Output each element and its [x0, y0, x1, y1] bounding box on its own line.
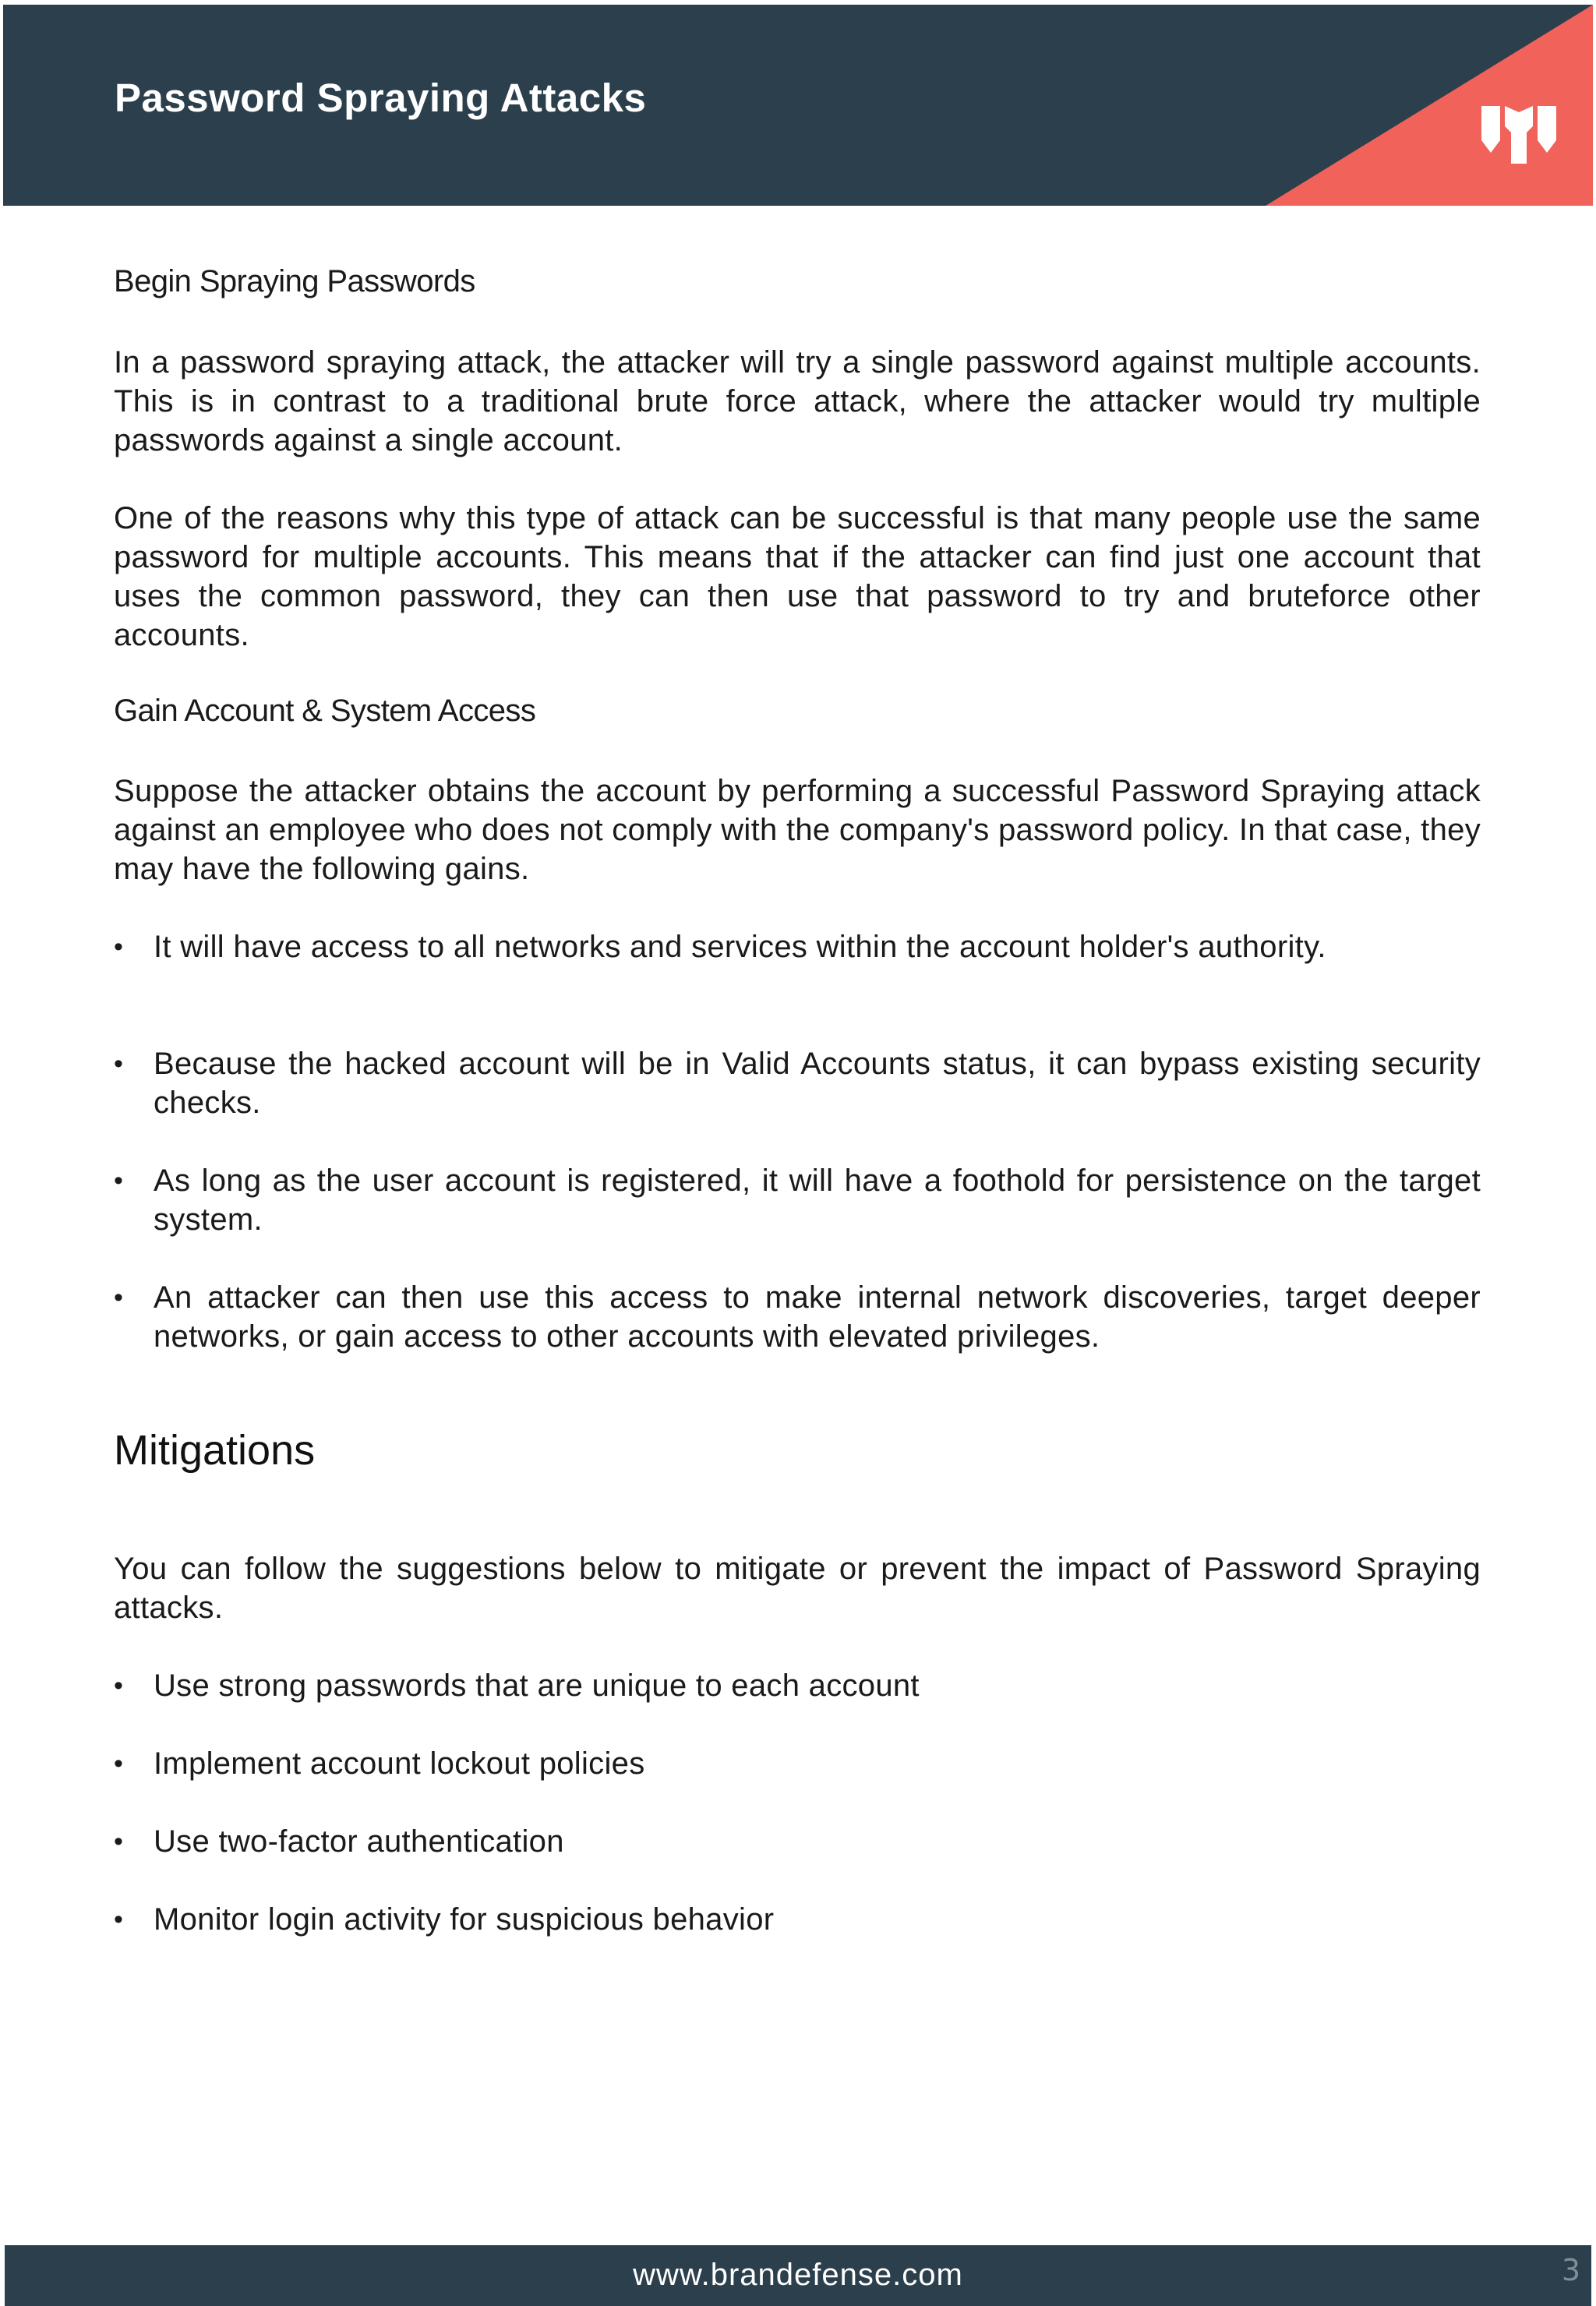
page-footer — [5, 2245, 1591, 2306]
paragraph-spraying-definition: In a password spraying attack, the attacker will try a single password against multiple accounts. This is in contrast to a traditional brute force attack, where the attacker would try multiple passwords against a single account. — [114, 345, 1481, 457]
list-item — [114, 1161, 1481, 1239]
bullet-glyph: • — [114, 1671, 124, 1700]
paragraph-spraying-reason: One of the reasons why this type of attack can be successful is that many people use the same password for multiple accounts. This means that if the attacker can find just one account that uses the common password, they can then use that password to try and bruteforce other accounts. — [114, 501, 1481, 652]
bullet-glyph: • — [114, 1283, 124, 1312]
page-title: Password Spraying Attacks — [115, 76, 647, 120]
list-item — [114, 1044, 1481, 1122]
bullet-glyph: • — [114, 932, 124, 962]
list-item-text: It will have access to all networks and services within the account holder's authority. — [154, 930, 1326, 964]
bullet-glyph: • — [114, 1166, 124, 1195]
list-item-text: Use two-factor authentication — [154, 1824, 564, 1859]
list-item — [114, 1900, 1481, 1939]
paragraph-mitigations-intro: You can follow the suggestions below to mitigate or prevent the impact of Password Spraying attacks. — [114, 1552, 1481, 1625]
heading-begin-spraying: Begin Spraying Passwords — [114, 264, 475, 298]
page-header — [3, 5, 1593, 206]
paragraph-gain-access: Suppose the attacker obtains the account by performing a successful Password Spraying attack against an employee who does not comply with the company's password policy. In that case, they may have the following gains. — [114, 774, 1481, 886]
bullet-glyph: • — [114, 1827, 124, 1856]
list-item-text: As long as the user account is registered, it will have a foothold for persistence on the target system. — [154, 1164, 1481, 1237]
list-item-text: Use strong passwords that are unique to each account — [154, 1669, 920, 1703]
list-item-text: Because the hacked account will be in Valid Accounts status, it can bypass existing security checks. — [154, 1047, 1481, 1120]
list-item — [114, 1822, 1481, 1861]
list-item-text: Monitor login activity for suspicious behavior — [154, 1902, 775, 1937]
list-item-text: Implement account lockout policies — [154, 1746, 645, 1781]
bullet-glyph: • — [114, 1049, 124, 1079]
list-item — [114, 1744, 1481, 1783]
heading-gain-access: Gain Account & System Access — [114, 694, 536, 728]
list-item — [114, 1666, 1481, 1705]
list-item — [114, 1278, 1481, 1356]
bullet-glyph: • — [114, 1905, 124, 1934]
bullet-glyph: • — [114, 1749, 124, 1778]
footer-website-link[interactable]: www.brandefense.com — [633, 2258, 963, 2292]
section-title-mitigations: Mitigations — [114, 1427, 316, 1474]
page-number: 3 — [1561, 2253, 1580, 2287]
list-item — [114, 927, 1481, 966]
brandefense-logo-icon — [1480, 104, 1558, 167]
list-item-text: An attacker can then use this access to make internal network discoveries, target deeper networks, or gain access to other accounts with elevated privileges. — [154, 1280, 1481, 1354]
